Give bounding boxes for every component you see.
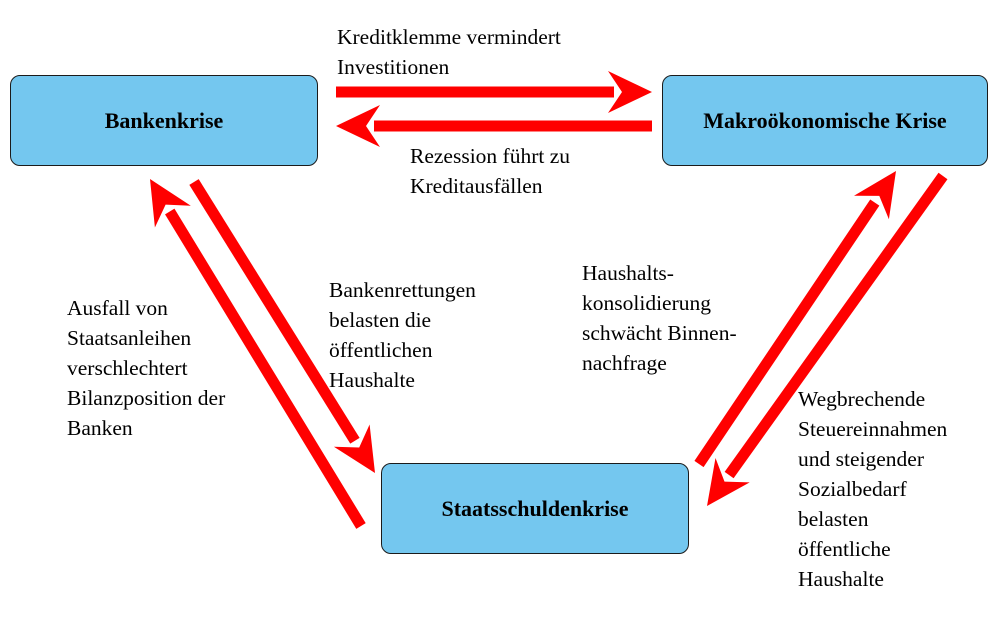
node-bankenkrise: [10, 75, 318, 166]
edge-label-line: Staatsanleihen: [67, 326, 192, 350]
edge-label-bank-to-staat: [329, 275, 476, 395]
edge-label-line: Investitionen: [337, 55, 450, 79]
edge-label-line: konsolidierung: [582, 291, 711, 315]
edge-label-line: Steuereinnahmen: [798, 417, 948, 441]
node-makrooekonomische-krise-label: Makroökonomische Krise: [703, 107, 947, 133]
edge-label-bank-to-makro: [337, 22, 561, 82]
edge-label-line: öffentlichen: [329, 338, 433, 362]
edge-label-line: belasten die: [329, 308, 432, 332]
node-bankenkrise-label: Bankenkrise: [104, 107, 224, 133]
edge-label-line: belasten: [798, 507, 869, 531]
edge-label-line: Wegbrechende: [798, 387, 926, 411]
arrow-head: [707, 458, 750, 506]
edge-label-line: Rezession führt zu: [410, 144, 571, 168]
edge-label-makro-to-staat: [798, 384, 947, 594]
arrow-head: [336, 105, 380, 147]
edge-label-line: Haushalte: [798, 567, 884, 591]
edge-label-line: Bankenrettungen: [329, 278, 476, 302]
node-makrooekonomische-krise: [662, 75, 988, 166]
node-staatsschuldenkrise-label: Staatsschuldenkrise: [441, 495, 629, 521]
edge-label-staat-to-makro: [582, 258, 737, 378]
edge-label-line: Haushalts-: [582, 261, 674, 285]
edge-label-line: Sozialbedarf: [798, 477, 907, 501]
edge-label-line: Haushalte: [329, 368, 415, 392]
arrow-head: [608, 71, 652, 113]
edge-label-line: nachfrage: [582, 351, 667, 375]
edge-label-line: Ausfall von: [67, 296, 168, 320]
edge-label-line: schwächt Binnen-: [582, 321, 737, 345]
edge-label-line: Kreditklemme vermindert: [337, 25, 561, 49]
edge-label-line: Banken: [67, 416, 133, 440]
edge-label-line: verschlechtert: [67, 356, 188, 380]
edge-label-staat-to-bank: [67, 293, 225, 443]
edge-label-line: öffentliche: [798, 537, 891, 561]
edge-label-makro-to-bank: [410, 141, 570, 201]
edge-label-line: Bilanzposition der: [67, 386, 226, 410]
edge-label-line: und steigender: [798, 447, 924, 471]
edge-label-line: Kreditausfällen: [410, 174, 543, 198]
node-staatsschuldenkrise: [381, 463, 689, 554]
